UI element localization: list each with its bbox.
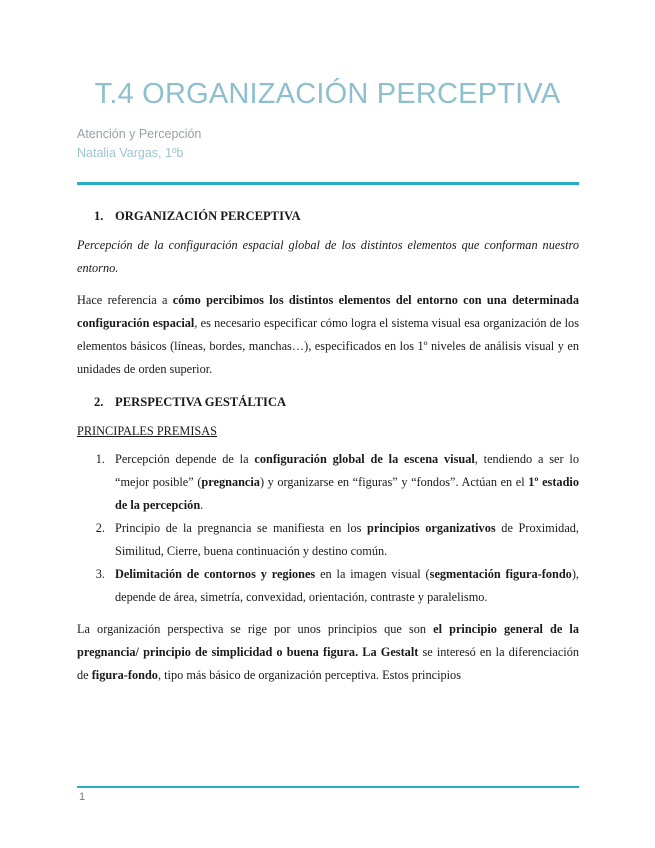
section-number: 2. xyxy=(94,395,104,409)
list-item: 1. Percepción depende de la configuración global de la escena visual, tendiendo a ser lo “mejor posible” (pregnancia) y organizarse en “figuras” y “fondos”. Actúan en el 1º estadio de la percepción. xyxy=(95,452,579,512)
document-body xyxy=(77,205,579,697)
subheading: PRINCIPALES PREMISAS xyxy=(77,424,217,438)
section-heading-1 xyxy=(77,205,579,228)
header-divider xyxy=(77,182,579,185)
definition-paragraph: Percepción de la configuración espacial global de los distintos elementos que conforman nuestro entorno. xyxy=(77,238,579,275)
list-item: 3. Delimitación de contornos y regiones en la imagen visual (segmentación figura-fondo), depende de área, simetría, convexidad, orientación, contraste y paralelismo. xyxy=(95,567,579,604)
body-paragraph: La organización perspectiva se rige por unos principios que son el principio general de la pregnancia/ principio de simplicidad o buena figura. La Gestalt se interesó en la diferenciación de figura-fondo, tipo más básico de organización perceptiva. Estos principios xyxy=(77,622,579,682)
section-heading-text: ORGANIZACIÓN PERCEPTIVA xyxy=(115,209,301,223)
document-title: T.4 ORGANIZACIÓN PERCEPTIVA xyxy=(94,78,561,110)
section-heading-2 xyxy=(77,391,579,414)
section-heading-text: PERSPECTIVA GESTÁLTICA xyxy=(115,395,287,409)
section-number: 1. xyxy=(94,209,104,223)
body-paragraph: Hace referencia a cómo percibimos los distintos elementos del entorno con una determinada configuración espacial, es necesario especificar cómo logra el sistema visual esa organización de los elementos básicos (líneas, bordes, manchas…), especificados en los 1º niveles de análisis visual y en unidades de orden superior. xyxy=(77,293,580,376)
document-subject: Atención y Percepción xyxy=(77,127,202,141)
document-author: Natalia Vargas, 1ºb xyxy=(77,146,184,160)
premises-list xyxy=(77,448,579,609)
footer-divider xyxy=(77,786,579,788)
list-item: 2. Principio de la pregnancia se manifiesta en los principios organizativos de Proximidad, Similitud, Cierre, buena continuación y destino común. xyxy=(95,521,579,558)
page-number: 1 xyxy=(79,791,86,803)
